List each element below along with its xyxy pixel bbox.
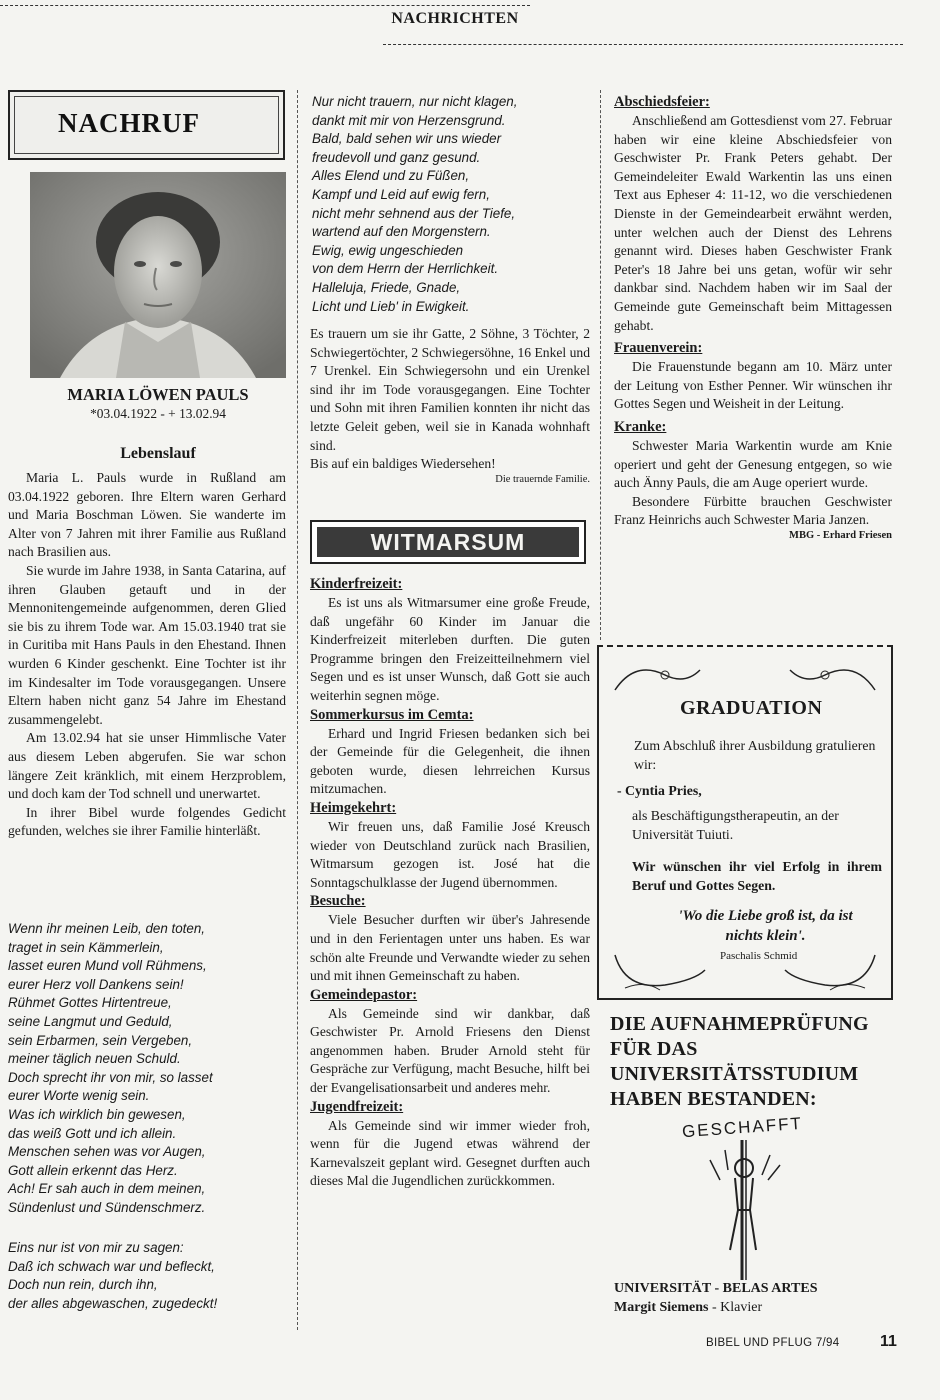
page-number: 11	[880, 1333, 897, 1350]
graduation-intro: Zum Abschluß ihrer Ausbildung gratulieren wir:	[634, 738, 876, 772]
mourners-text: Es trauern um sie ihr Gatte, 2 Söhne, 3 Töchter, 2 Schwiegertöchter, 2 Schwiegersöhne, 16 Enkel und 7 Urenkel. Ein Schwiegersohn und ein Urenkel sind ihr im Tode vorausgegangen. Eine Tochter und Sohn mit ihren Familien konnten ihr nicht das letzte Geleit geben, weil sie in Kanada wohnhaft sind.	[310, 326, 590, 453]
news-heading: Abschiedsfeier:	[614, 94, 710, 110]
cartoon-caption: GESCHAFFT	[681, 1113, 804, 1142]
graduate-detail: als Beschäftigungstherapeutin, an der Universität Tuiuti.	[632, 808, 839, 842]
news-heading: Sommerkursus im Cemta:	[310, 706, 474, 723]
news-heading: Jugendfreizeit:	[310, 1098, 404, 1115]
poem-part-2: Eins nur ist von mir zu sagen: Daß ich schwach war und befleckt, Doch nun rein, durch ihn, der alles abgewaschen, zugedeckt!	[8, 1240, 218, 1311]
mourners-block	[310, 325, 590, 485]
graduation-quote: 'Wo die Liebe groß ist, da ist nichts klein'.	[678, 908, 853, 944]
news-text: Es ist uns als Witmarsumer eine große Freude, daß ungefähr 60 Kinder im Januar die Kinderfreizeit miterleben durften. Die guten Programme bringen den Freizeitteilnehmern viel Segen und es ist unser Wunsch, daß Gott sie auch weiterhin segnen möge.	[310, 595, 590, 703]
exam-heading-line: HABEN BESTANDEN:	[610, 1088, 817, 1110]
column-rule-right	[600, 90, 601, 640]
news-heading: Heimgekehrt:	[310, 799, 397, 816]
witmarsum-box	[310, 520, 586, 564]
portrait-photo	[30, 172, 286, 378]
lebenslauf-heading: Lebenslauf	[120, 445, 196, 462]
news-text: Als Gemeinde sind wir dankbar, daß Geschwister Pr. Arnold Friesens den Dienst angenommen haben. Bruder Arnold steht für Gespräche zur Verfügung, macht Besuche, hilft bei der Evangelisationsarbeit und anderes mehr.	[310, 1005, 590, 1096]
column-rule-left	[297, 90, 298, 1330]
news-text: Schwester Maria Warkentin wurde am Knie operiert und geht der Genesung entgegen, so wie auch Änny Pauls, die am Auge operiert wurde.	[614, 437, 892, 491]
paragraph: Am 13.02.94 hat sie unser Himmlische Vater aus diesem Leben abgerufen. Sie war schon längere Zeit kränklich, mit einem Herzproblem, und doch kam der Tod schnell und unerwartet.	[8, 730, 286, 802]
paragraph: Sie wurde im Jahre 1938, in Santa Catarina, auf ihren Glauben getauft und in der Mennonitengemeinde aufgenommen, deren Glied sie bis zu ihrem Tode war. Am 15.03.1940 trat sie in Curitiba mit Hans Pauls in den Ehestand. Ihnen wurden 6 Kinder geschenkt. Eine Tochter ist ihr im Kindesalter im Tode vorausgegangen. Unsere Eltern haben nicht ganz 54 Jahre im Ehestand zusammengelebt.	[8, 562, 286, 727]
graduation-title: GRADUATION	[680, 697, 823, 719]
exam-heading-line: DIE AUFNAHMEPRÜFUNG	[610, 1013, 869, 1035]
header-dashed-rule	[383, 44, 903, 45]
news-text: Besondere Fürbitte brauchen Geschwister Franz Heinrichs auch Schwester Maria Janzen.	[614, 493, 892, 528]
graduation-text	[634, 737, 879, 774]
news-text: Als Gemeinde sind wir immer wieder froh, wenn für die Jugend etwas während der Karnevalszeit geplant wird. Gesegnet durften auch dieses Mal die Jugendlichen zurückkommen.	[310, 1117, 590, 1189]
news-heading: Besuche:	[310, 893, 366, 910]
news-text: Anschließend am Gottesdienst vom 27. Februar haben wir eine kleine Abschiedsfeier von Geschwister Pr. Frank Peters gehabt. Der Gemeindeleiter Ewald Warkentin las uns einen Text aus Epheser 4: 11-12, wo die verschiedenen Dienste in der Gemeindearbeit erwähnt werden, unter welchen auch der Dienst des Lehrens genannt wird. Dieses haben Geschwister Frank Peter's 18 Jahre bei uns getan, wofür wir sehr dankbar sind. Nachdem haben wir im Saal der Gemeinde gute Gemeinschaft beim Mittagessen gehabt.	[614, 113, 892, 333]
news-text: Erhard und Ingrid Friesen bedanken sich bei der Gemeinde für die Gelegenheit, die ihnen geboten wurde, diesen lehrreichen Kursus mitzumachen.	[310, 725, 590, 797]
family-signature: Die trauernde Familie.	[495, 473, 590, 485]
ornament-top-icon	[605, 655, 885, 695]
poem-part-3: Nur nicht trauern, nur nicht klagen, dankt mit mir von Herzensgrund. Bald, bald sehen wir uns wieder freudevoll und ganz gesund. Alles Elend und zu Füßen, Kampf und Leid auf ewig fern, nicht mehr sehnend aus der Tiefe, wartend auf den Morgenstern. Ewig, ewig ungeschieden von dem Herrn der Herrlichkeit. Halleluja, Friede, Gnade, Licht und Lieb' in Ewigkeit.	[312, 94, 518, 314]
farewell-text: Bis auf ein baldiges Wiedersehen!	[310, 456, 496, 472]
news-text: Wir freuen uns, daß Familie José Kreusch wieder von Deutschland zurück nach Brasilien, Witmarsum gezogen ist. José hat die Sonntagschulklasse der Jugend übernommen.	[310, 818, 590, 890]
ornament-bottom-icon	[605, 950, 885, 995]
nachruf-box	[8, 90, 285, 160]
graduate-name: - Cyntia Pries,	[617, 783, 702, 798]
paragraph: Maria L. Pauls wurde in Rußland am 03.04.1922 geboren. Ihre Eltern waren Gerhard und Maria Boschman Löwen. Sie wanderte im Alter von 7 Jahren mit ihrer Familie aus Rußland nach Brasilien aus.	[8, 470, 286, 560]
news-heading: Kranke:	[614, 418, 667, 435]
news-heading: Frauenverein:	[614, 340, 703, 357]
student-subject: - Klavier	[708, 1300, 763, 1315]
exam-heading-line: FÜR DAS	[610, 1038, 698, 1060]
exam-heading	[610, 1012, 890, 1112]
nachruf-label: NACHRUF	[58, 108, 200, 138]
news-text: Die Frauenstunde begann am 10. März unter der Leitung von Esther Penner. Wir wünschen ihr Gottes Segen und Weisheit in der Leitung.	[614, 359, 892, 412]
university-name: UNIVERSITÄT - BELAS ARTES	[614, 1281, 818, 1296]
deceased-name: MARIA LÖWEN PAULS	[67, 385, 249, 404]
student-line	[614, 1300, 762, 1316]
poem-part-1: Wenn ihr meinen Leib, den toten, traget in sein Kämmerlein, lasset euren Mund voll Rühmens, eurer Herz voll Dankens sein! Rühmet Gottes Hirtentreue, seine Langmut und Geduld, sein Erbarmen, sein Vergeben, meiner täglich neuen Schuld. Doch sprecht ihr von mir, so lasset eurer Worte wenig sein. Was ich wirklich bin gewesen, das weiß Gott und ich allein. Menschen sehen was vor Augen, Gott allein erkennt das Herz. Ach! Er sah auch in dem meinen, Sündenlust und Sündenschmerz.	[8, 921, 213, 1215]
news-heading: Gemeindepastor:	[310, 986, 418, 1003]
graduation-wish: Wir wünschen ihr viel Erfolg in ihrem Beruf und Gottes Segen.	[632, 859, 882, 893]
publication-footer: BIBEL UND PFLUG 7/94	[706, 1337, 840, 1349]
right-signature: MBG - Erhard Friesen	[789, 529, 892, 541]
student-name: Margit Siemens	[614, 1300, 709, 1315]
witmarsum-label: WITMARSUM	[317, 527, 579, 557]
section-title: NACHRICHTEN	[391, 10, 519, 27]
top-dashed-rule	[0, 5, 530, 6]
climber-cartoon-icon	[690, 1140, 800, 1280]
lebenslauf-text	[8, 469, 286, 841]
paragraph: In ihrer Bibel wurde folgendes Gedicht gefunden, welches sie ihrer Familie hinterläßt.	[8, 804, 286, 839]
exam-heading-line: UNIVERSITÄTSSTUDIUM	[610, 1063, 859, 1085]
news-heading: Kinderfreizeit:	[310, 576, 403, 592]
quote-author: Paschalis Schmid	[720, 950, 798, 962]
life-dates: *03.04.1922 - + 13.02.94	[90, 406, 226, 421]
news-text: Viele Besucher durften wir über's Jahresende und in den Ferientagen unter uns haben. Es war schön alte Freunde und Verwandte wieder zu sehen und mit ihnen Gemeinschaft zu haben.	[310, 912, 590, 984]
right-column-news	[614, 93, 892, 541]
witmarsum-news	[310, 575, 590, 1191]
